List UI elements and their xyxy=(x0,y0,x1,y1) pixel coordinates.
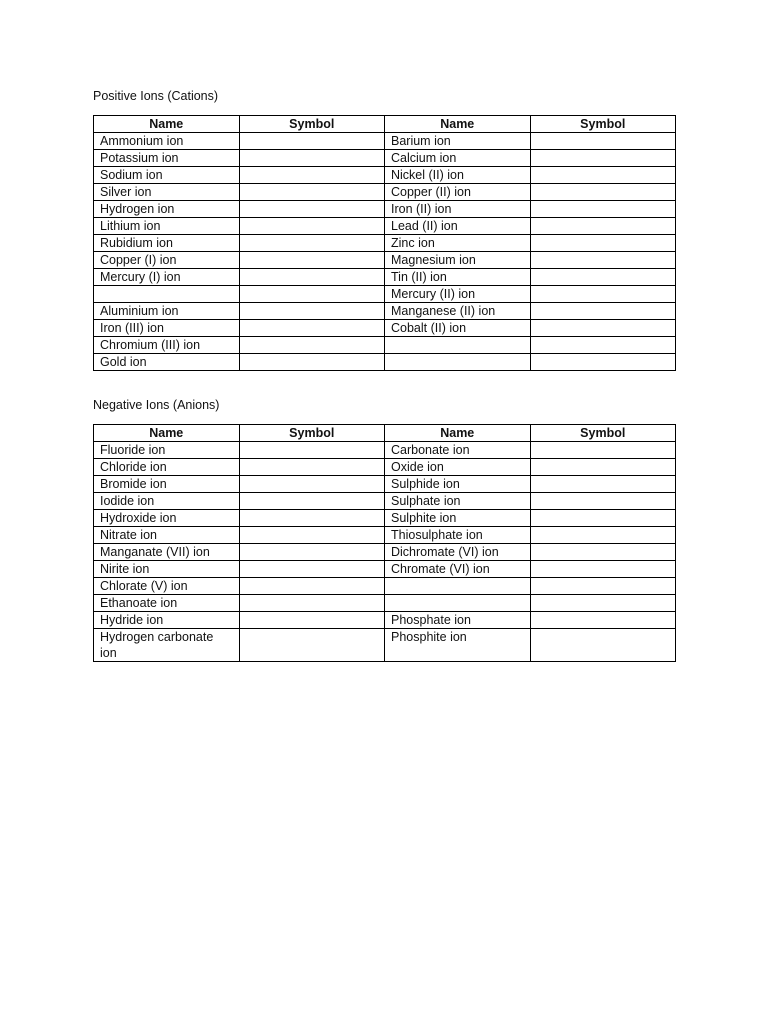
ion-symbol-cell xyxy=(239,459,385,476)
ion-name-cell: Zinc ion xyxy=(385,235,531,252)
table-row xyxy=(94,320,676,337)
table-row xyxy=(94,133,676,150)
ion-name-cell: Thiosulphate ion xyxy=(385,527,531,544)
anions-table-body xyxy=(94,442,676,662)
ion-symbol-cell xyxy=(239,476,385,493)
ion-symbol-cell xyxy=(530,184,676,201)
ion-name-cell: Phosphate ion xyxy=(385,612,531,629)
ion-symbol-cell xyxy=(530,578,676,595)
ion-symbol-cell xyxy=(530,442,676,459)
table-row xyxy=(94,252,676,269)
ion-symbol-cell xyxy=(239,510,385,527)
ion-name-cell: Copper (II) ion xyxy=(385,184,531,201)
ion-symbol-cell xyxy=(530,201,676,218)
ion-symbol-cell xyxy=(239,235,385,252)
ion-symbol-cell xyxy=(530,527,676,544)
ion-symbol-cell xyxy=(239,252,385,269)
table-row xyxy=(94,235,676,252)
cations-table-body xyxy=(94,133,676,371)
ion-name-cell: Chromium (III) ion xyxy=(94,337,240,354)
ion-name-cell: Sulphide ion xyxy=(385,476,531,493)
ion-symbol-cell xyxy=(239,578,385,595)
anions-section-title: Negative Ions (Anions) xyxy=(93,398,220,412)
ion-name-cell: Chromate (VI) ion xyxy=(385,561,531,578)
ion-name-cell: Rubidium ion xyxy=(94,235,240,252)
column-header-name: Name xyxy=(385,116,531,133)
ion-name-cell: Chloride ion xyxy=(94,459,240,476)
ion-symbol-cell xyxy=(530,337,676,354)
ion-name-cell: Nickel (II) ion xyxy=(385,167,531,184)
ion-symbol-cell xyxy=(239,218,385,235)
ion-symbol-cell xyxy=(530,235,676,252)
table-row xyxy=(94,442,676,459)
ion-symbol-cell xyxy=(239,544,385,561)
table-row xyxy=(94,218,676,235)
table-row xyxy=(94,510,676,527)
ion-symbol-cell xyxy=(239,133,385,150)
ion-name-cell: Hydroxide ion xyxy=(94,510,240,527)
ion-symbol-cell xyxy=(530,320,676,337)
ion-name-cell: Mercury (I) ion xyxy=(94,269,240,286)
ion-symbol-cell xyxy=(239,150,385,167)
ion-name-cell: Fluoride ion xyxy=(94,442,240,459)
ion-name-cell xyxy=(385,595,531,612)
ion-name-cell: Hydrogen carbonate ion xyxy=(94,629,240,662)
ion-name-cell: Oxide ion xyxy=(385,459,531,476)
ion-name-cell: Manganate (VII) ion xyxy=(94,544,240,561)
ion-name-cell: Hydrogen ion xyxy=(94,201,240,218)
ion-symbol-cell xyxy=(239,612,385,629)
ion-symbol-cell xyxy=(530,354,676,371)
table-header-row xyxy=(94,116,676,133)
table-row xyxy=(94,201,676,218)
table-row xyxy=(94,337,676,354)
ion-name-cell: Silver ion xyxy=(94,184,240,201)
ion-symbol-cell xyxy=(239,269,385,286)
column-header-name: Name xyxy=(385,425,531,442)
ion-name-cell: Carbonate ion xyxy=(385,442,531,459)
ion-symbol-cell xyxy=(530,218,676,235)
ion-symbol-cell xyxy=(530,595,676,612)
ion-name-cell: Iron (III) ion xyxy=(94,320,240,337)
table-row xyxy=(94,303,676,320)
column-header-symbol: Symbol xyxy=(239,116,385,133)
ion-symbol-cell xyxy=(239,303,385,320)
ion-name-cell: Dichromate (VI) ion xyxy=(385,544,531,561)
ion-symbol-cell xyxy=(530,544,676,561)
column-header-name: Name xyxy=(94,425,240,442)
ion-symbol-cell xyxy=(239,320,385,337)
ion-symbol-cell xyxy=(530,612,676,629)
ion-symbol-cell xyxy=(239,629,385,662)
table-row xyxy=(94,493,676,510)
ion-name-cell: Magnesium ion xyxy=(385,252,531,269)
ion-symbol-cell xyxy=(239,527,385,544)
ion-symbol-cell xyxy=(530,493,676,510)
ion-symbol-cell xyxy=(530,476,676,493)
ion-name-cell: Bromide ion xyxy=(94,476,240,493)
ion-name-cell: Sodium ion xyxy=(94,167,240,184)
ion-symbol-cell xyxy=(530,286,676,303)
ion-name-cell: Hydride ion xyxy=(94,612,240,629)
ion-symbol-cell xyxy=(239,493,385,510)
ion-name-cell: Sulphate ion xyxy=(385,493,531,510)
ion-symbol-cell xyxy=(530,167,676,184)
table-row xyxy=(94,269,676,286)
ion-symbol-cell xyxy=(530,269,676,286)
ion-symbol-cell xyxy=(239,354,385,371)
ion-name-cell: Sulphite ion xyxy=(385,510,531,527)
ion-name-cell: Lead (II) ion xyxy=(385,218,531,235)
ion-name-cell: Calcium ion xyxy=(385,150,531,167)
ion-symbol-cell xyxy=(530,510,676,527)
table-row xyxy=(94,167,676,184)
table-row xyxy=(94,184,676,201)
ion-symbol-cell xyxy=(530,629,676,662)
column-header-symbol: Symbol xyxy=(530,116,676,133)
table-row xyxy=(94,561,676,578)
table-row xyxy=(94,150,676,167)
ion-name-cell: Manganese (II) ion xyxy=(385,303,531,320)
ion-name-cell: Nirite ion xyxy=(94,561,240,578)
ion-symbol-cell xyxy=(239,167,385,184)
table-row xyxy=(94,612,676,629)
table-row xyxy=(94,578,676,595)
table-row xyxy=(94,629,676,662)
ion-name-cell: Ethanoate ion xyxy=(94,595,240,612)
table-row xyxy=(94,544,676,561)
anions-table xyxy=(93,424,676,662)
ion-name-cell: Chlorate (V) ion xyxy=(94,578,240,595)
ion-name-cell: Gold ion xyxy=(94,354,240,371)
ion-symbol-cell xyxy=(530,133,676,150)
ion-name-cell: Barium ion xyxy=(385,133,531,150)
ion-symbol-cell xyxy=(530,459,676,476)
column-header-name: Name xyxy=(94,116,240,133)
ion-name-cell: Copper (I) ion xyxy=(94,252,240,269)
ion-symbol-cell xyxy=(239,561,385,578)
ion-symbol-cell xyxy=(239,442,385,459)
ion-name-cell: Potassium ion xyxy=(94,150,240,167)
table-row xyxy=(94,476,676,493)
ion-symbol-cell xyxy=(239,595,385,612)
table-row xyxy=(94,527,676,544)
table-header-row xyxy=(94,425,676,442)
ion-name-cell: Cobalt (II) ion xyxy=(385,320,531,337)
ion-name-cell xyxy=(385,578,531,595)
cations-table xyxy=(93,115,676,371)
table-row xyxy=(94,595,676,612)
ion-name-cell: Mercury (II) ion xyxy=(385,286,531,303)
ion-symbol-cell xyxy=(239,337,385,354)
ion-name-cell: Iron (II) ion xyxy=(385,201,531,218)
ion-name-cell: Lithium ion xyxy=(94,218,240,235)
ion-name-cell xyxy=(385,337,531,354)
ion-symbol-cell xyxy=(530,561,676,578)
column-header-symbol: Symbol xyxy=(530,425,676,442)
ion-name-cell: Tin (II) ion xyxy=(385,269,531,286)
ion-symbol-cell xyxy=(530,303,676,320)
cations-section-title: Positive Ions (Cations) xyxy=(93,89,219,103)
column-header-symbol: Symbol xyxy=(239,425,385,442)
ion-name-cell xyxy=(385,354,531,371)
ion-name-cell: Iodide ion xyxy=(94,493,240,510)
ion-name-cell: Ammonium ion xyxy=(94,133,240,150)
ion-symbol-cell xyxy=(239,201,385,218)
ion-symbol-cell xyxy=(530,252,676,269)
table-row xyxy=(94,459,676,476)
table-row xyxy=(94,286,676,303)
ion-name-cell: Aluminium ion xyxy=(94,303,240,320)
ion-symbol-cell xyxy=(239,184,385,201)
table-row xyxy=(94,354,676,371)
ion-symbol-cell xyxy=(530,150,676,167)
ion-symbol-cell xyxy=(239,286,385,303)
ion-name-cell: Phosphite ion xyxy=(385,629,531,662)
ion-name-cell: Nitrate ion xyxy=(94,527,240,544)
ion-name-cell xyxy=(94,286,240,303)
